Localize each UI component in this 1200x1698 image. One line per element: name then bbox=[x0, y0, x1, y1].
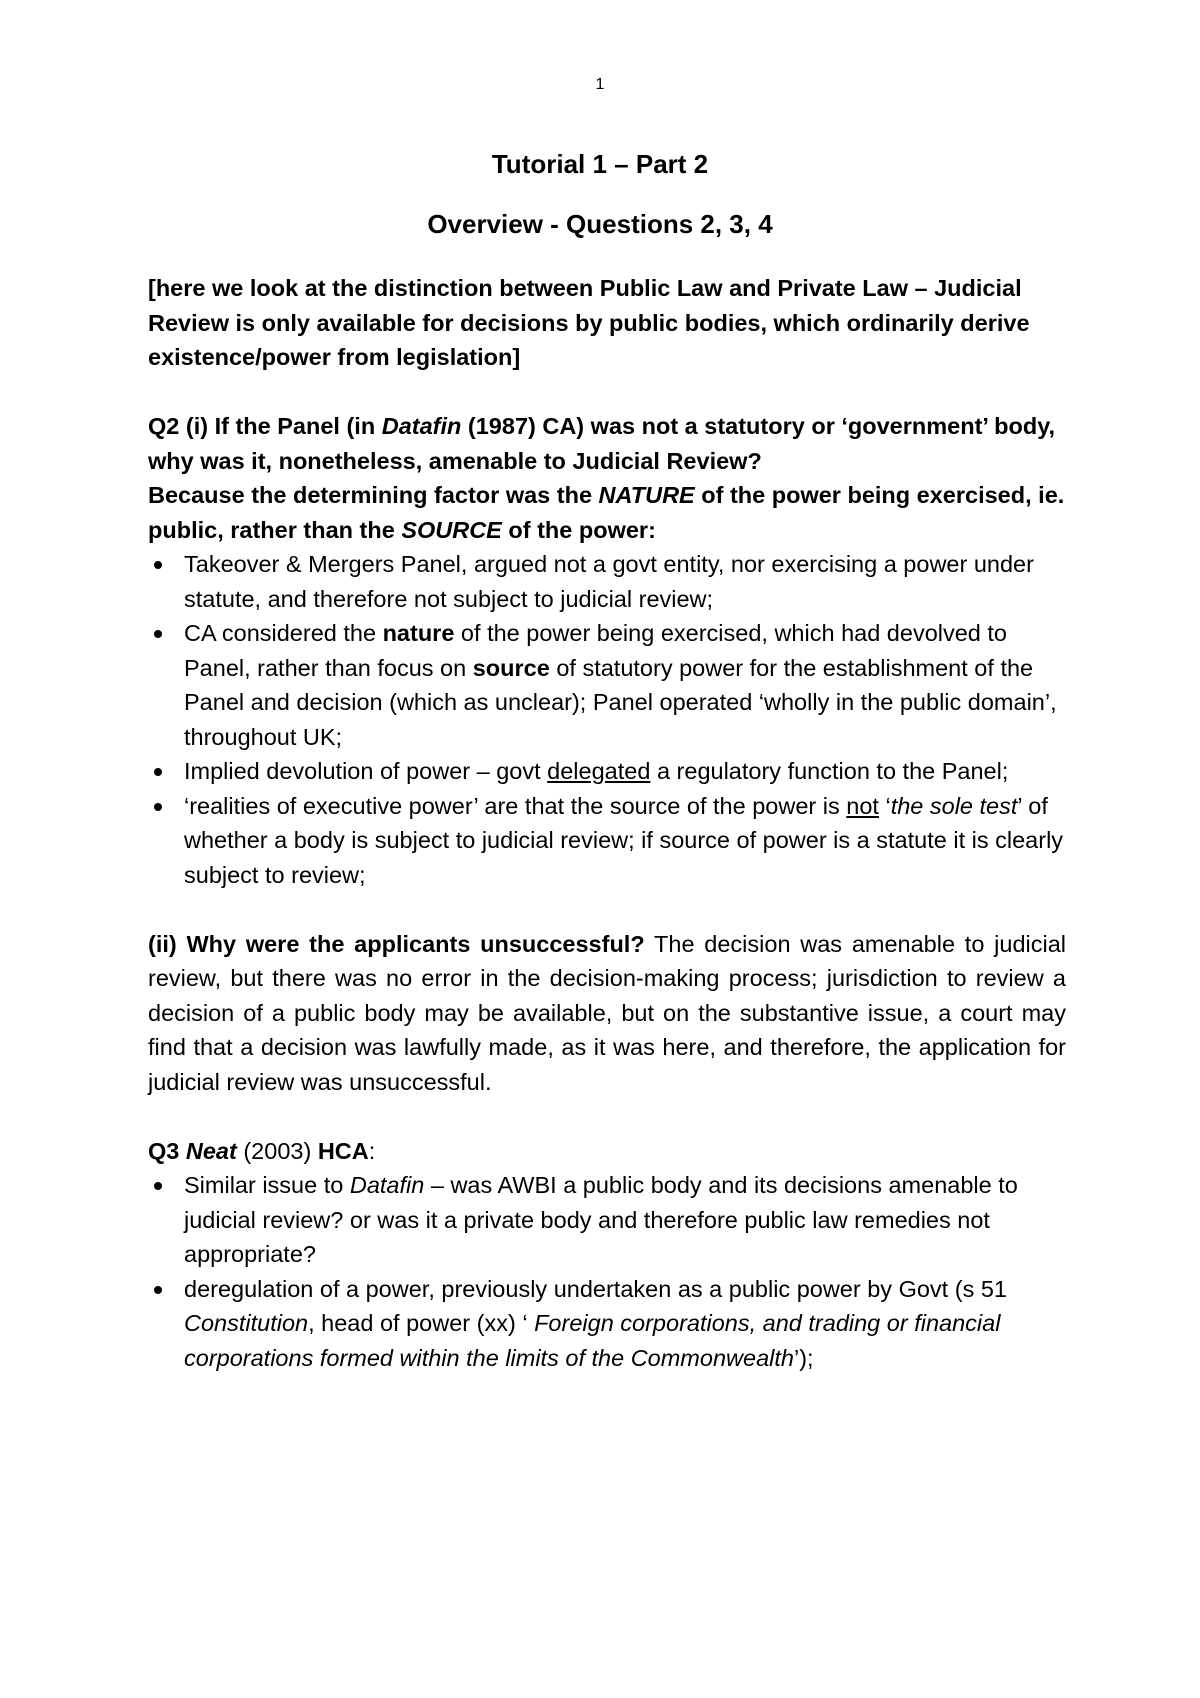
q2-answer-intro bbox=[148, 478, 1066, 547]
q3-case-name: Neat bbox=[185, 1137, 237, 1164]
q2-part-ii-question: (ii) Why were the applicants unsuccessful? bbox=[148, 930, 645, 957]
document-body bbox=[148, 271, 1066, 1375]
q2-bullet-4-not: not bbox=[846, 792, 879, 819]
page-number: 1 bbox=[595, 76, 605, 93]
q3-court: HCA bbox=[317, 1137, 369, 1164]
q2-bullet-4-sole-test: the sole test bbox=[890, 792, 1018, 819]
q2-answer-source: SOURCE bbox=[401, 516, 502, 543]
q2-bullet-4a: ‘realities of executive power’ are that the source of the power is bbox=[184, 792, 847, 819]
page-title: Tutorial 1 – Part 2 bbox=[491, 149, 709, 179]
q2-bullet-1: Takeover & Mergers Panel, argued not a govt entity, nor exercising a power under statute, and therefore not subject to judicial review; bbox=[184, 551, 1034, 612]
q3-bullet-2c: ’); bbox=[793, 1344, 814, 1371]
q2-bullet-2c: of statutory power for the establishment of the Panel and decision (which as unclear); Panel operated ‘wholly in the public domain’, throughout UK; bbox=[184, 654, 1057, 750]
page-subtitle: Overview - Questions 2, 3, 4 bbox=[427, 209, 773, 239]
q2-question-b: (1987) CA) was not a statutory or ‘government’ body, why was it, nonetheless, amenable to Judicial Review? bbox=[148, 413, 1056, 474]
q2-bullet-4b: ‘ bbox=[878, 792, 891, 819]
q3-bullet-2a: deregulation of a power, previously undertaken as a public power by Govt (s 51 bbox=[184, 1275, 1007, 1302]
q2-bullet-2a: CA considered the bbox=[184, 620, 383, 646]
spacer bbox=[148, 1099, 1066, 1134]
list-item bbox=[184, 754, 1066, 789]
q2-bullet-2-source: source bbox=[472, 654, 550, 681]
q3-colon: : bbox=[368, 1137, 376, 1164]
q3-bullet-2-quote: Foreign corporations, and trading or financial corporations formed within the limits of the Commonwealth bbox=[184, 1310, 1001, 1371]
q2-bullet-2b: of the power being exercised, which had devolved to Panel, rather than focus on bbox=[184, 620, 1008, 681]
q2-answer-nature: NATURE bbox=[598, 482, 695, 508]
q3-label: Q3 bbox=[148, 1137, 186, 1164]
q2-question-a: Q2 (i) If the Panel (in bbox=[148, 413, 382, 439]
q2-answer-c: of the power: bbox=[501, 516, 656, 543]
spacer bbox=[148, 375, 1066, 410]
q3-bullet-1b: – was AWBI a public body and its decisions amenable to judicial review? or was it a private body and therefore public law remedies not appropriate? bbox=[184, 1172, 1018, 1267]
list-item bbox=[184, 547, 1066, 616]
list-item bbox=[184, 1168, 1066, 1272]
q3-heading bbox=[148, 1134, 1066, 1169]
q2-bullet-3a: Implied devolution of power – govt bbox=[184, 758, 548, 784]
q2-bullet-2-nature: nature bbox=[382, 620, 455, 646]
spacer bbox=[148, 892, 1066, 927]
list-item bbox=[184, 616, 1066, 754]
q3-bullet-2-constitution: Constitution bbox=[184, 1310, 309, 1336]
q2-bullet-list bbox=[148, 547, 1066, 892]
q3-bullet-1a: Similar issue to bbox=[184, 1172, 350, 1198]
q2-case-name: Datafin bbox=[381, 413, 462, 439]
q2-question bbox=[148, 409, 1066, 478]
q3-year: (2003) bbox=[236, 1137, 318, 1164]
q2-answer-b: of the power being exercised, ie. public, rather than the bbox=[148, 482, 1065, 543]
intro-paragraph: [here we look at the distinction between Public Law and Private Law – Judicial Review is only available for decisions by public bodies, which ordinarily derive existence/power from legislation] bbox=[148, 275, 1030, 370]
q2-bullet-3b: a regulatory function to the Panel; bbox=[650, 758, 1009, 784]
q2-bullet-4c: ’ of whether a body is subject to judicial review; if source of power is a statute it is clearly subject to review; bbox=[184, 792, 1064, 888]
q3-bullet-1-case: Datafin bbox=[349, 1172, 425, 1198]
q3-bullet-list bbox=[148, 1168, 1066, 1375]
q2-part-ii-answer: The decision was amenable to judicial review, but there was no error in the decision-making process; jurisdiction to review a decision of a public body may be available, but on the substantive issue, a court may find that a decision was lawfully made, as it was here, and therefore, the application for judicial review was unsuccessful. bbox=[148, 930, 1066, 1095]
q2-bullet-3-delegated: delegated bbox=[547, 758, 651, 784]
q2-part-ii bbox=[148, 927, 1066, 1100]
list-item bbox=[184, 1272, 1066, 1376]
q3-bullet-2b: , head of power (xx) ‘ bbox=[308, 1310, 535, 1336]
list-item bbox=[184, 789, 1066, 893]
q2-answer-a: Because the determining factor was the bbox=[148, 482, 599, 508]
